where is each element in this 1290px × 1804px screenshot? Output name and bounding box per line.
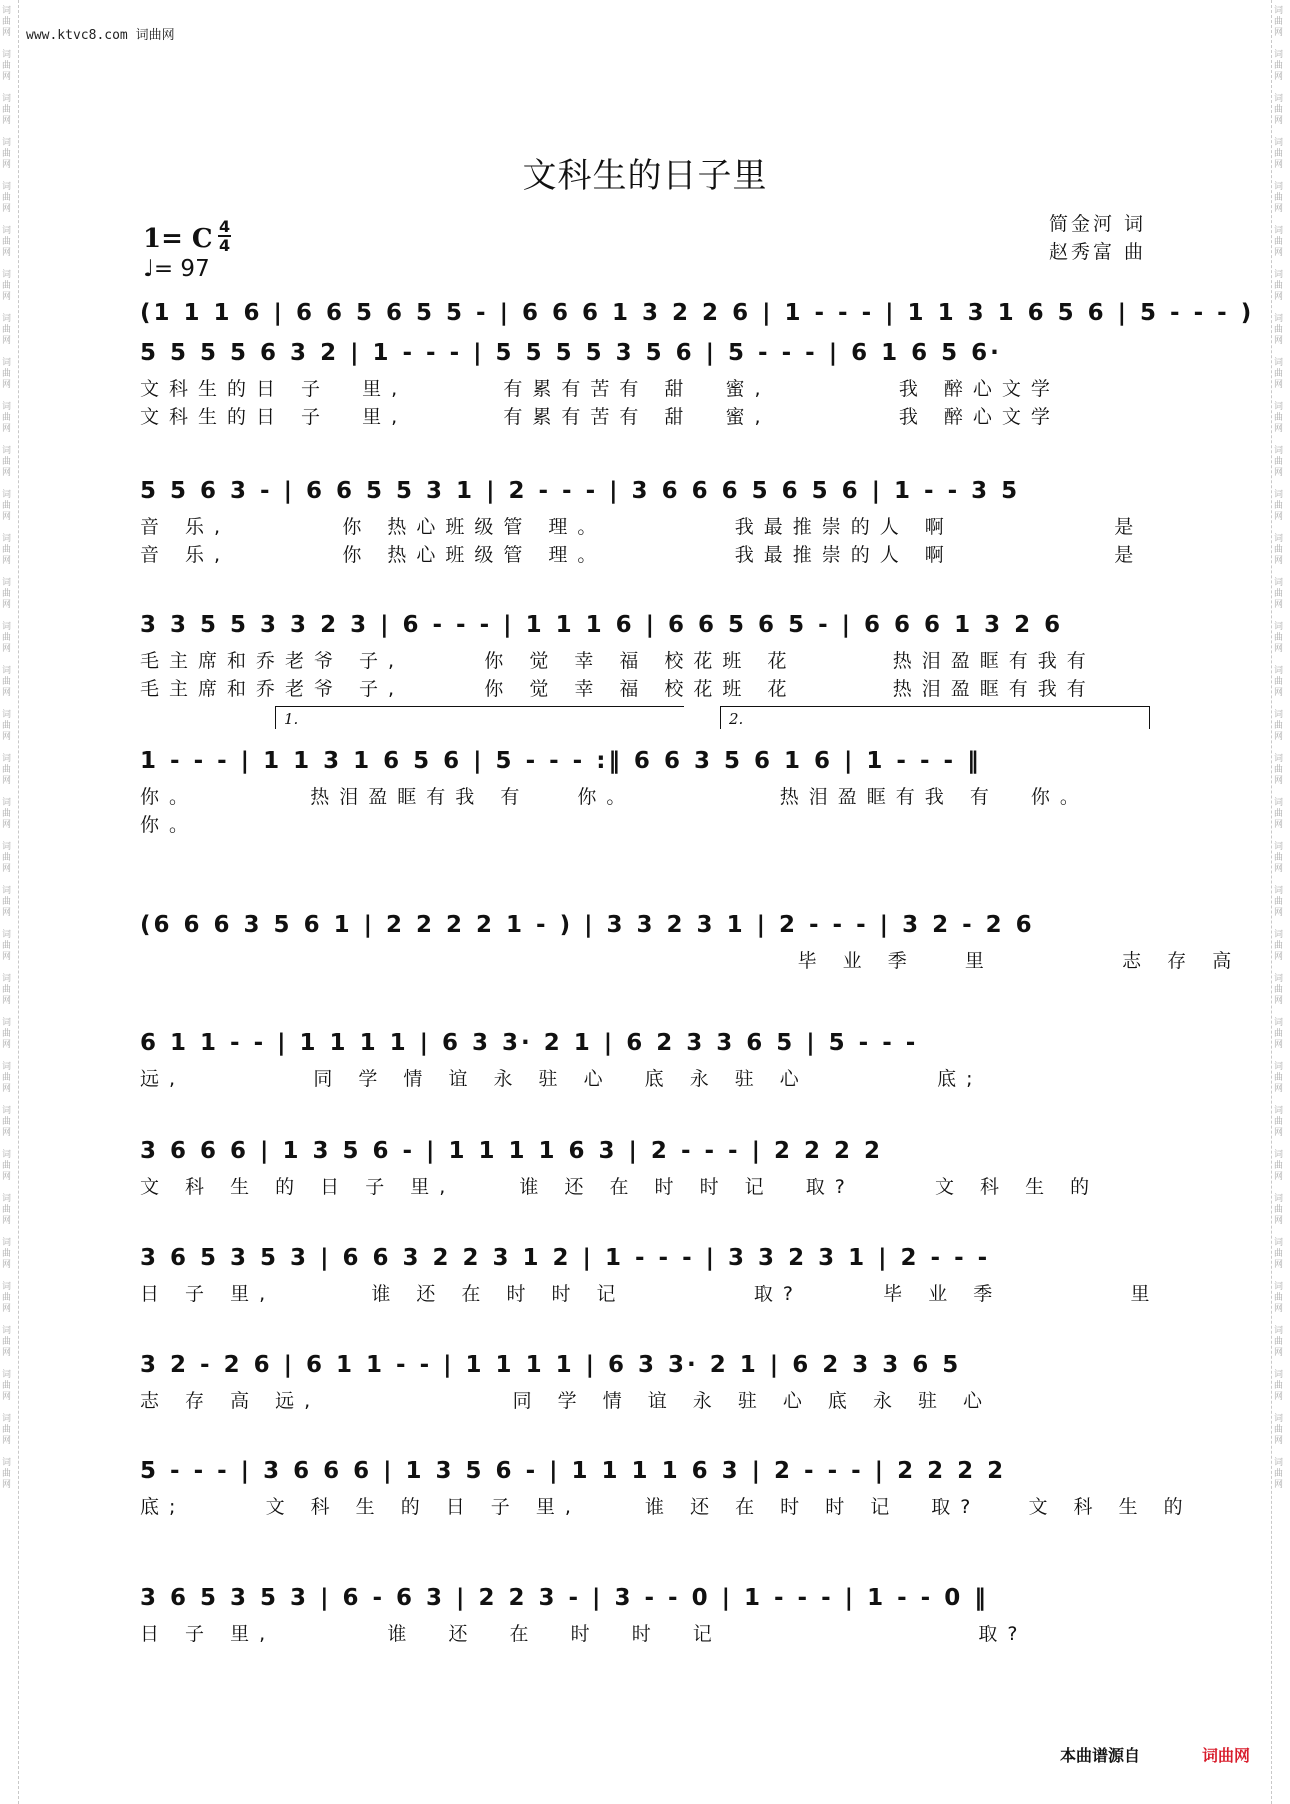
right-watermark-strip [1271,0,1290,1804]
credits [1049,210,1146,266]
lyric-line: 你。 [140,814,199,836]
lyric-line: 日 子 里, 谁 还 在 时 时 记 取? [140,1623,1028,1645]
score-system [140,1138,1150,1200]
score-system [140,1352,1150,1414]
time-sig-bottom: 4 [219,236,231,255]
right-watermark-text: 词 曲 网 词 曲 网 词 曲 网 词 曲 网 词 曲 网 词 曲 网 词 曲 网 词 曲 网 词 曲 网 词 曲 网 词 曲 网 词 曲 网 词 曲 网 词 曲 网 词 曲 网 词 曲 网 词 曲 网 词 曲 网 词 曲 网 词 曲 网 词 曲 网 词 曲 网 词 曲 网 词 曲 网 词 曲 网 词 曲 网 词 曲 网 词 曲 网 词 曲 网 词 曲 网 词 曲 网 词 曲 网 词 曲 网 词 曲 网 [1274,6,1284,1490]
notes-line: 3 6 5 3 5 3 | 6 - 6 3 | 2 2 3 - | 3 - - 0 | 1 - - - | 1 - - 0 ‖ [140,1585,989,1611]
notes-line: 3 6 5 3 5 3 | 6 6 3 2 2 3 1 2 | 1 - - - | 3 3 2 3 1 | 2 - - - [140,1245,991,1271]
composer: 赵秀富 曲 [1048,241,1146,263]
notes-line: (6 6 6 3 5 6 1 | 2 2 2 2 1 - ) | 3 3 2 3 1 | 2 - - - | 3 2 - 2 6 [140,912,1035,938]
notes-line: 3 2 - 2 6 | 6 1 1 - - | 1 1 1 1 | 6 3 3· 2 1 | 6 2 3 3 6 5 [140,1352,962,1378]
score-system [140,1458,1193,1520]
notes-line: 5 - - - | 3 6 6 6 | 1 3 5 6 - | 1 1 1 1 6 3 | 2 - - - | 2 2 2 2 [140,1458,1007,1484]
score-system [140,340,1150,430]
lyric-line: 文 科 生 的 日 子 里, 谁 还 在 时 时 记 取? 文 科 生 的 [140,1176,1100,1198]
lyric-line: 音 乐, 你 热心班级管 理。 我最推崇的人 啊 是 [140,544,1144,566]
notes-line: 5 5 6 3 - | 6 6 5 5 3 1 | 2 - - - | 3 6 6 6 5 6 5 6 | 1 - - 3 5 [140,478,1021,504]
lyric-line: 志 存 高 远, 同 学 情 谊 永 驻 心 底 永 驻 心 [140,1390,993,1412]
notes-line: 3 6 6 6 | 1 3 5 6 - | 1 1 1 1 6 3 | 2 - - - | 2 2 2 2 [140,1138,884,1164]
lyric-line: 文科生的日 子 里, 有累有苦有 甜 蜜, 我 醉心文学 [140,378,1060,400]
notes-line: 5 5 5 5 6 3 2 | 1 - - - | 5 5 5 5 3 5 6 | 5 - - - | 6 1 6 5 6· [140,340,1002,366]
time-signature [218,218,231,254]
score-system [140,478,1150,568]
notes-line: (1 1 1 6 | 6 6 5 6 5 5 - | 6 6 6 1 3 2 2 6 | 1 - - - | 1 1 3 1 6 5 6 | 5 - - - ) [140,300,1255,326]
footer-brand-link[interactable]: 词曲网 [1201,1746,1250,1765]
lyric-line: 远, 同 学 情 谊 永 驻 心 底 永 驻 心 底; [140,1068,983,1090]
notes-line: 3 3 5 5 3 3 2 3 | 6 - - - | 1 1 1 6 | 6 6 5 6 5 - | 6 6 6 1 3 2 6 [140,612,1064,638]
time-sig-top: 4 [219,217,231,236]
song-title: 文科生的日子里 [522,156,768,196]
left-watermark-strip [0,0,19,1804]
lyric-line: 毕 业 季 里 志 存 高 [140,950,1242,972]
site-url[interactable]: www.ktvc8.com 词曲网 [26,28,175,43]
notes-line: 1 - - - | 1 1 3 1 6 5 6 | 5 - - - :‖ 6 6 3 5 6 1 6 | 1 - - - ‖ [140,748,982,774]
lyric-line: 毛主席和乔老爷 子, 你 觉 幸 福 校花班 花 热泪盈眶有我有 [140,650,1096,672]
notes-line: 6 1 1 - - | 1 1 1 1 | 6 3 3· 2 1 | 6 2 3 3 6 5 | 5 - - - [140,1030,919,1056]
score-system [140,300,1255,334]
lyric-line: 你。 热泪盈眶有我 有 你。 热泪盈眶有我 有 你。 [140,786,1089,808]
tempo-marking: ♩= 97 [143,256,210,282]
lyric-line: 音 乐, 你 热心班级管 理。 我最推崇的人 啊 是 [140,516,1144,538]
lyric-line: 底; 文 科 生 的 日 子 里, 谁 还 在 时 时 记 取? 文 科 生 的 [140,1496,1193,1518]
key-signature: 1= C [143,224,213,254]
score-system [140,612,1150,702]
score-system [140,710,1150,838]
left-watermark-text: 词 曲 网 词 曲 网 词 曲 网 词 曲 网 词 曲 网 词 曲 网 词 曲 网 词 曲 网 词 曲 网 词 曲 网 词 曲 网 词 曲 网 词 曲 网 词 曲 网 词 曲 网 词 曲 网 词 曲 网 词 曲 网 词 曲 网 词 曲 网 词 曲 网 词 曲 网 词 曲 网 词 曲 网 词 曲 网 词 曲 网 词 曲 网 词 曲 网 词 曲 网 词 曲 网 词 曲 网 词 曲 网 词 曲 网 词 曲 网 [2,6,12,1490]
lyric-line: 文科生的日 子 里, 有累有苦有 甜 蜜, 我 醉心文学 [140,406,1060,428]
volta-first-ending: 1. [275,706,684,729]
score-system [140,1030,1150,1092]
lyric-line: 毛主席和乔老爷 子, 你 觉 幸 福 校花班 花 热泪盈眶有我有 [140,678,1096,700]
lyric-line: 日 子 里, 谁 还 在 时 时 记 取? 毕 业 季 里 [140,1283,1160,1305]
score-system [140,912,1242,974]
score-system [140,1585,1150,1647]
footer-source-label: 本曲谱源自 [1059,1746,1140,1765]
score-system [140,1245,1160,1307]
volta-second-ending: 2. [720,706,1150,729]
lyricist: 简金河 词 [1048,213,1146,235]
